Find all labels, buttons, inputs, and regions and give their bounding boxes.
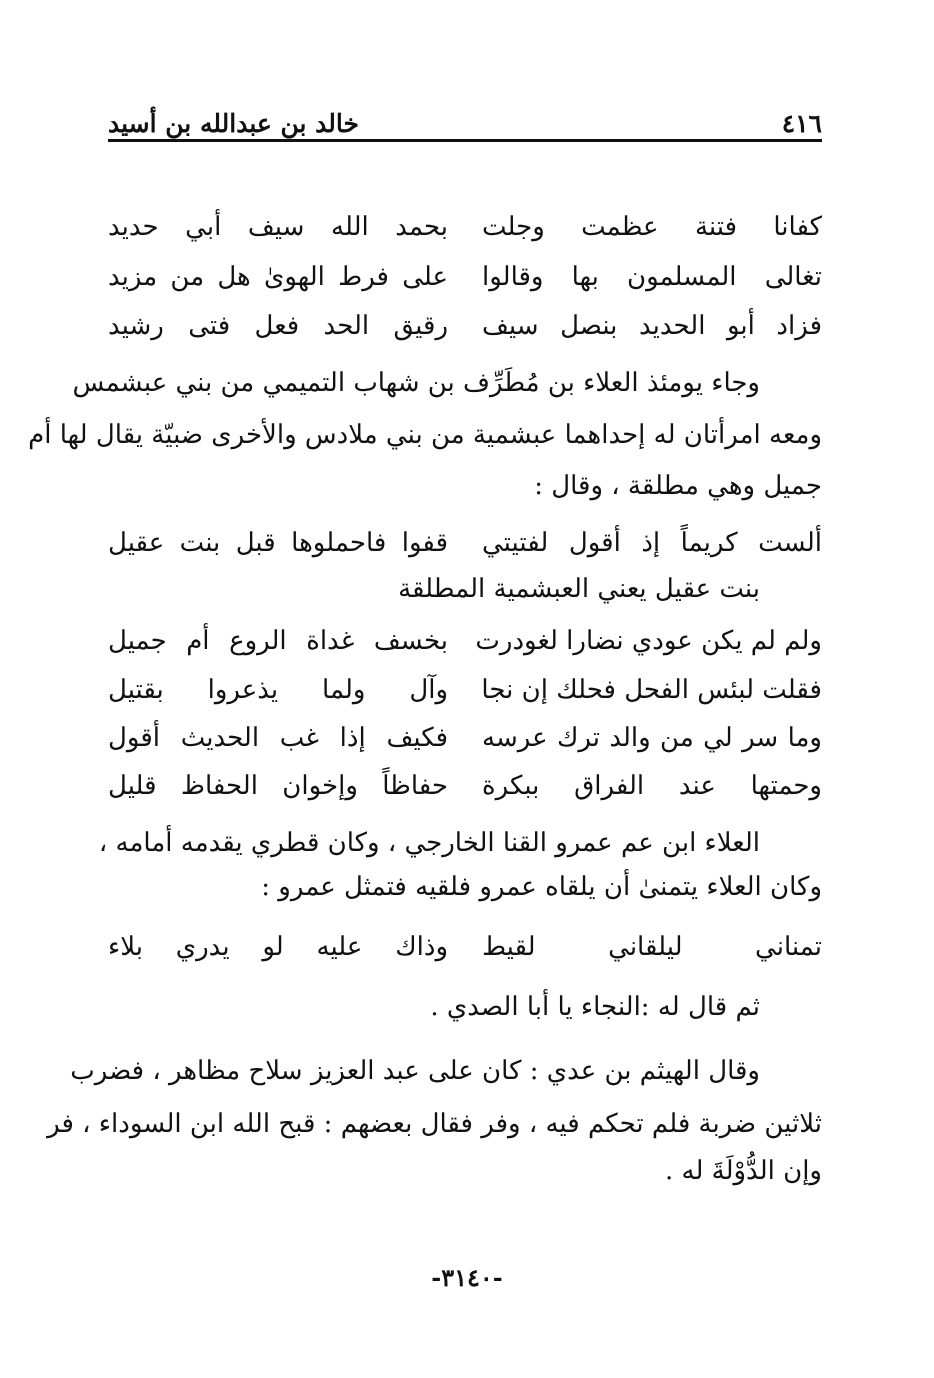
paragraph-line: وجاء يومئذ العلاء بن مُطَرِّف بن شهاب التميمي من بني عبشمس [72, 368, 760, 398]
footer-page-number: -٣١٤٠- [431, 1263, 503, 1292]
verse-second-hemistich: على فرط الهوىٰ هل من مزيد [108, 262, 448, 292]
explanatory-note: بنت عقيل يعني العبشمية المطلقة [398, 574, 760, 604]
verse-line [108, 665, 822, 715]
header-rule [108, 139, 822, 142]
verse-second-hemistich: قفوا فاحملوها قبل بنت عقيل [108, 528, 448, 558]
paragraph-line: وكان العلاء يتمنىٰ أن يلقاه عمرو فلقيه فتمثل عمرو : [261, 872, 822, 902]
paragraph-line: ومعه امرأتان له إحداهما عبشمية من بني ملادس والأخرى ضبيّة يقال لها أم [28, 420, 822, 450]
verse-first-hemistich: تمناني ليلقاني لقيط [482, 932, 822, 962]
verse-first-hemistich: فقلت لبئس الفحل فحلك إن نجا [481, 675, 822, 705]
paragraph-line: جميل وهي مطلقة ، وقال : [534, 471, 822, 501]
verse-first-hemistich: تغالى المسلمون بها وقالوا [482, 262, 822, 292]
verse-second-hemistich: حفاظاً وإخوان الحفاظ قليل [108, 771, 448, 801]
verse-second-hemistich: رقيق الحد فعل فتى رشيد [108, 311, 448, 341]
verse-first-hemistich: ولم لم يكن عودي نضارا لغودرت [475, 626, 822, 656]
verse-line [108, 252, 822, 302]
verse-first-hemistich: وما سر لي من والد ترك عرسه [482, 723, 822, 753]
header-page-number: ٤١٦ [781, 109, 822, 138]
verse-second-hemistich: فكيف إذا غب الحديث أقول [108, 723, 448, 753]
verse-line [108, 518, 822, 568]
verse-second-hemistich: وآل ولما يذعروا بقتيل [108, 675, 448, 705]
verse-second-hemistich: بخسف غداة الروع أم جميل [108, 626, 448, 656]
verse-first-hemistich: فزاد أبو الحديد بنصل سيف [482, 311, 822, 341]
verse-first-hemistich: كفانا فتنة عظمت وجلت [482, 212, 822, 242]
verse-first-hemistich: ألست كريماً إذ أقول لفتيتي [482, 528, 822, 558]
verse-line [108, 922, 822, 972]
verse-second-hemistich: وذاك عليه لو يدري بلاء [108, 932, 448, 962]
verse-line [108, 713, 822, 763]
explanatory-note: ثم قال له :النجاء يا أبا الصدي . [430, 992, 760, 1022]
paragraph-line: ثلاثين ضربة فلم تحكم فيه ، وفر فقال بعضهم : قبح الله ابن السوداء ، فر [47, 1109, 822, 1139]
running-title: خالد بن عبدالله بن أسيد [108, 109, 359, 138]
page-header [108, 92, 822, 138]
verse-line [108, 301, 822, 351]
verse-line [108, 616, 822, 666]
paragraph-line: العلاء ابن عم عمرو القنا الخارجي ، وكان قطري يقدمه أمامه ، [98, 828, 760, 858]
verse-line [108, 202, 822, 252]
paragraph-line: وإن الدُّوْلَةَ له . [664, 1156, 822, 1186]
paragraph-line: وقال الهيثم بن عدي : كان على عبد العزيز سلاح مظاهر ، فضرب [70, 1056, 760, 1086]
verse-second-hemistich: بحمد الله سيف أبي حديد [108, 212, 448, 242]
verse-first-hemistich: وحمتها عند الفراق ببكرة [482, 771, 822, 801]
verse-line [108, 761, 822, 811]
